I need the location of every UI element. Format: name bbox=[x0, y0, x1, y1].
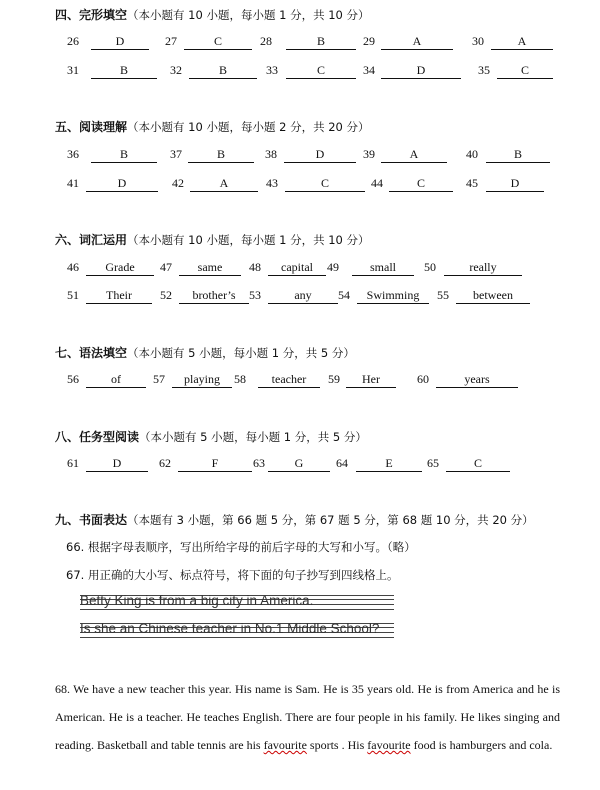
question-number: 35 bbox=[478, 63, 490, 77]
question-number: 57 bbox=[153, 372, 165, 386]
section-desc: （本小题有 5 小题，每小题 1 分，共 5 分） bbox=[127, 346, 355, 360]
question-number: 39 bbox=[363, 147, 375, 161]
question-number: 49 bbox=[327, 260, 339, 274]
answer-blank: B bbox=[286, 34, 356, 50]
section-heading-cloze bbox=[55, 6, 370, 23]
answer-blank: years bbox=[436, 372, 518, 388]
spellcheck-word: favourite bbox=[367, 738, 411, 752]
question-number: 61 bbox=[67, 456, 79, 470]
question-number: 42 bbox=[172, 176, 184, 190]
answer-row bbox=[0, 147, 600, 165]
section-heading-reading bbox=[55, 118, 370, 135]
question-number: 32 bbox=[170, 63, 182, 77]
question-number: 38 bbox=[265, 147, 277, 161]
answer-blank: teacher bbox=[258, 372, 320, 388]
section-desc: （本题有 3 小题，第 66 题 5 分，第 67 题 5 分，第 68 题 10 分，共 20 分） bbox=[127, 513, 534, 527]
answer-blank: D bbox=[86, 176, 158, 192]
answer-blank: B bbox=[91, 147, 157, 163]
copied-sentence-2: Is she an Chinese teacher in No.1 Middle School? bbox=[80, 621, 380, 636]
question-number: 59 bbox=[328, 372, 340, 386]
answer-row bbox=[0, 63, 600, 81]
essay-text: sports . His bbox=[306, 738, 368, 752]
answer-blank: E bbox=[356, 456, 422, 472]
section-title: 九、书面表达 bbox=[55, 513, 128, 527]
answer-blank: D bbox=[284, 147, 356, 163]
section-desc: （本小题有 5 小题，每小题 1 分，共 5 分） bbox=[139, 430, 367, 444]
answer-blank: G bbox=[268, 456, 330, 472]
answer-row bbox=[0, 34, 600, 52]
answer-blank: C bbox=[497, 63, 553, 79]
answer-row bbox=[0, 260, 600, 278]
spellcheck-word: favourite bbox=[263, 738, 307, 752]
answer-blank: playing bbox=[172, 372, 232, 388]
question-number: 58 bbox=[234, 372, 246, 386]
answer-blank: Swimming bbox=[357, 288, 429, 304]
question-number: 63 bbox=[253, 456, 265, 470]
section-heading-writing bbox=[55, 511, 534, 528]
answer-blank: same bbox=[179, 260, 241, 276]
question-number: 31 bbox=[67, 63, 79, 77]
section-heading-grammar bbox=[55, 344, 355, 361]
question-number: 64 bbox=[336, 456, 348, 470]
question-number: 40 bbox=[466, 147, 478, 161]
answer-blank: really bbox=[444, 260, 522, 276]
section-desc: （本小题有 10 小题，每小题 1 分，共 10 分） bbox=[127, 233, 370, 247]
question-number: 34 bbox=[363, 63, 375, 77]
answer-blank: D bbox=[381, 63, 461, 79]
answer-row bbox=[0, 288, 600, 306]
answer-blank: A bbox=[190, 176, 258, 192]
question-number: 48 bbox=[249, 260, 261, 274]
question-number: 45 bbox=[466, 176, 478, 190]
question-number: 43 bbox=[266, 176, 278, 190]
section-title: 六、词汇运用 bbox=[55, 233, 128, 247]
four-line-grid-2 bbox=[80, 622, 394, 642]
question-number: 47 bbox=[160, 260, 172, 274]
question-number: 37 bbox=[170, 147, 182, 161]
answer-blank: C bbox=[446, 456, 510, 472]
answer-blank: of bbox=[86, 372, 146, 388]
question-number: 33 bbox=[266, 63, 278, 77]
question-number: 56 bbox=[67, 372, 79, 386]
question-66-text: 66. 根据字母表顺序，写出所给字母的前后字母的大写和小写。（略） bbox=[66, 540, 416, 554]
question-number: 65 bbox=[427, 456, 439, 470]
section-desc: （本小题有 10 小题，每小题 1 分，共 10 分） bbox=[127, 8, 370, 22]
grid-line bbox=[80, 637, 394, 638]
question-number: 54 bbox=[338, 288, 350, 302]
copied-sentence-1: Betty King is from a big city in America. bbox=[80, 593, 314, 608]
answer-blank: D bbox=[486, 176, 544, 192]
answer-blank: capital bbox=[268, 260, 326, 276]
question-number: 36 bbox=[67, 147, 79, 161]
question-number: 51 bbox=[67, 288, 79, 302]
question-number: 60 bbox=[417, 372, 429, 386]
answer-blank: C bbox=[285, 176, 365, 192]
section-title: 七、语法填空 bbox=[55, 346, 128, 360]
question-number: 52 bbox=[160, 288, 172, 302]
answer-row bbox=[0, 176, 600, 194]
question-number: 27 bbox=[165, 34, 177, 48]
answer-blank: brother’s bbox=[179, 288, 249, 304]
grid-line bbox=[80, 609, 394, 610]
answer-blank: B bbox=[188, 147, 254, 163]
question-number: 44 bbox=[371, 176, 383, 190]
answer-blank: any bbox=[268, 288, 338, 304]
answer-row bbox=[0, 372, 600, 390]
question-number: 46 bbox=[67, 260, 79, 274]
answer-blank: B bbox=[189, 63, 257, 79]
question-number: 29 bbox=[363, 34, 375, 48]
answer-blank: A bbox=[491, 34, 553, 50]
answer-blank: B bbox=[486, 147, 550, 163]
answer-blank: Her bbox=[346, 372, 396, 388]
answer-blank: between bbox=[456, 288, 530, 304]
section-title: 四、完形填空 bbox=[55, 8, 128, 22]
answer-blank: B bbox=[91, 63, 157, 79]
answer-blank: small bbox=[352, 260, 414, 276]
question-number: 55 bbox=[437, 288, 449, 302]
section-heading-vocabulary bbox=[55, 231, 370, 248]
question-number: 28 bbox=[260, 34, 272, 48]
answer-row bbox=[0, 456, 600, 474]
four-line-grid-1 bbox=[80, 594, 394, 614]
question-number: 30 bbox=[472, 34, 484, 48]
answer-blank: Grade bbox=[86, 260, 154, 276]
section-desc: （本小题有 10 小题，每小题 2 分，共 20 分） bbox=[127, 120, 370, 134]
question-number: 26 bbox=[67, 34, 79, 48]
answer-blank: A bbox=[381, 147, 447, 163]
question-number: 50 bbox=[424, 260, 436, 274]
answer-blank: F bbox=[178, 456, 252, 472]
section-title: 五、阅读理解 bbox=[55, 120, 128, 134]
question-67-text: 67. 用正确的大小写、标点符号，将下面的句子抄写到四线格上。 bbox=[66, 568, 399, 582]
answer-blank: D bbox=[86, 456, 148, 472]
answer-blank: C bbox=[184, 34, 252, 50]
question-number: 41 bbox=[67, 176, 79, 190]
answer-blank: Their bbox=[86, 288, 152, 304]
section-title: 八、任务型阅读 bbox=[55, 430, 140, 444]
essay-text: 68. We have a new teacher this year. His name is Sam. He is 35 years old. He is from America and he is American. He is a teacher. He teaches English. There are four people in his family. He likes singing and reading. Basketball and table tennis are his bbox=[55, 682, 560, 752]
answer-blank: D bbox=[91, 34, 149, 50]
question-number: 53 bbox=[249, 288, 261, 302]
answer-blank: C bbox=[389, 176, 453, 192]
question-number: 62 bbox=[159, 456, 171, 470]
answer-blank: A bbox=[381, 34, 453, 50]
section-heading-task-reading bbox=[55, 428, 367, 445]
answer-blank: C bbox=[286, 63, 356, 79]
essay-paragraph bbox=[55, 675, 560, 759]
essay-text: food is hamburgers and cola. bbox=[410, 738, 553, 752]
